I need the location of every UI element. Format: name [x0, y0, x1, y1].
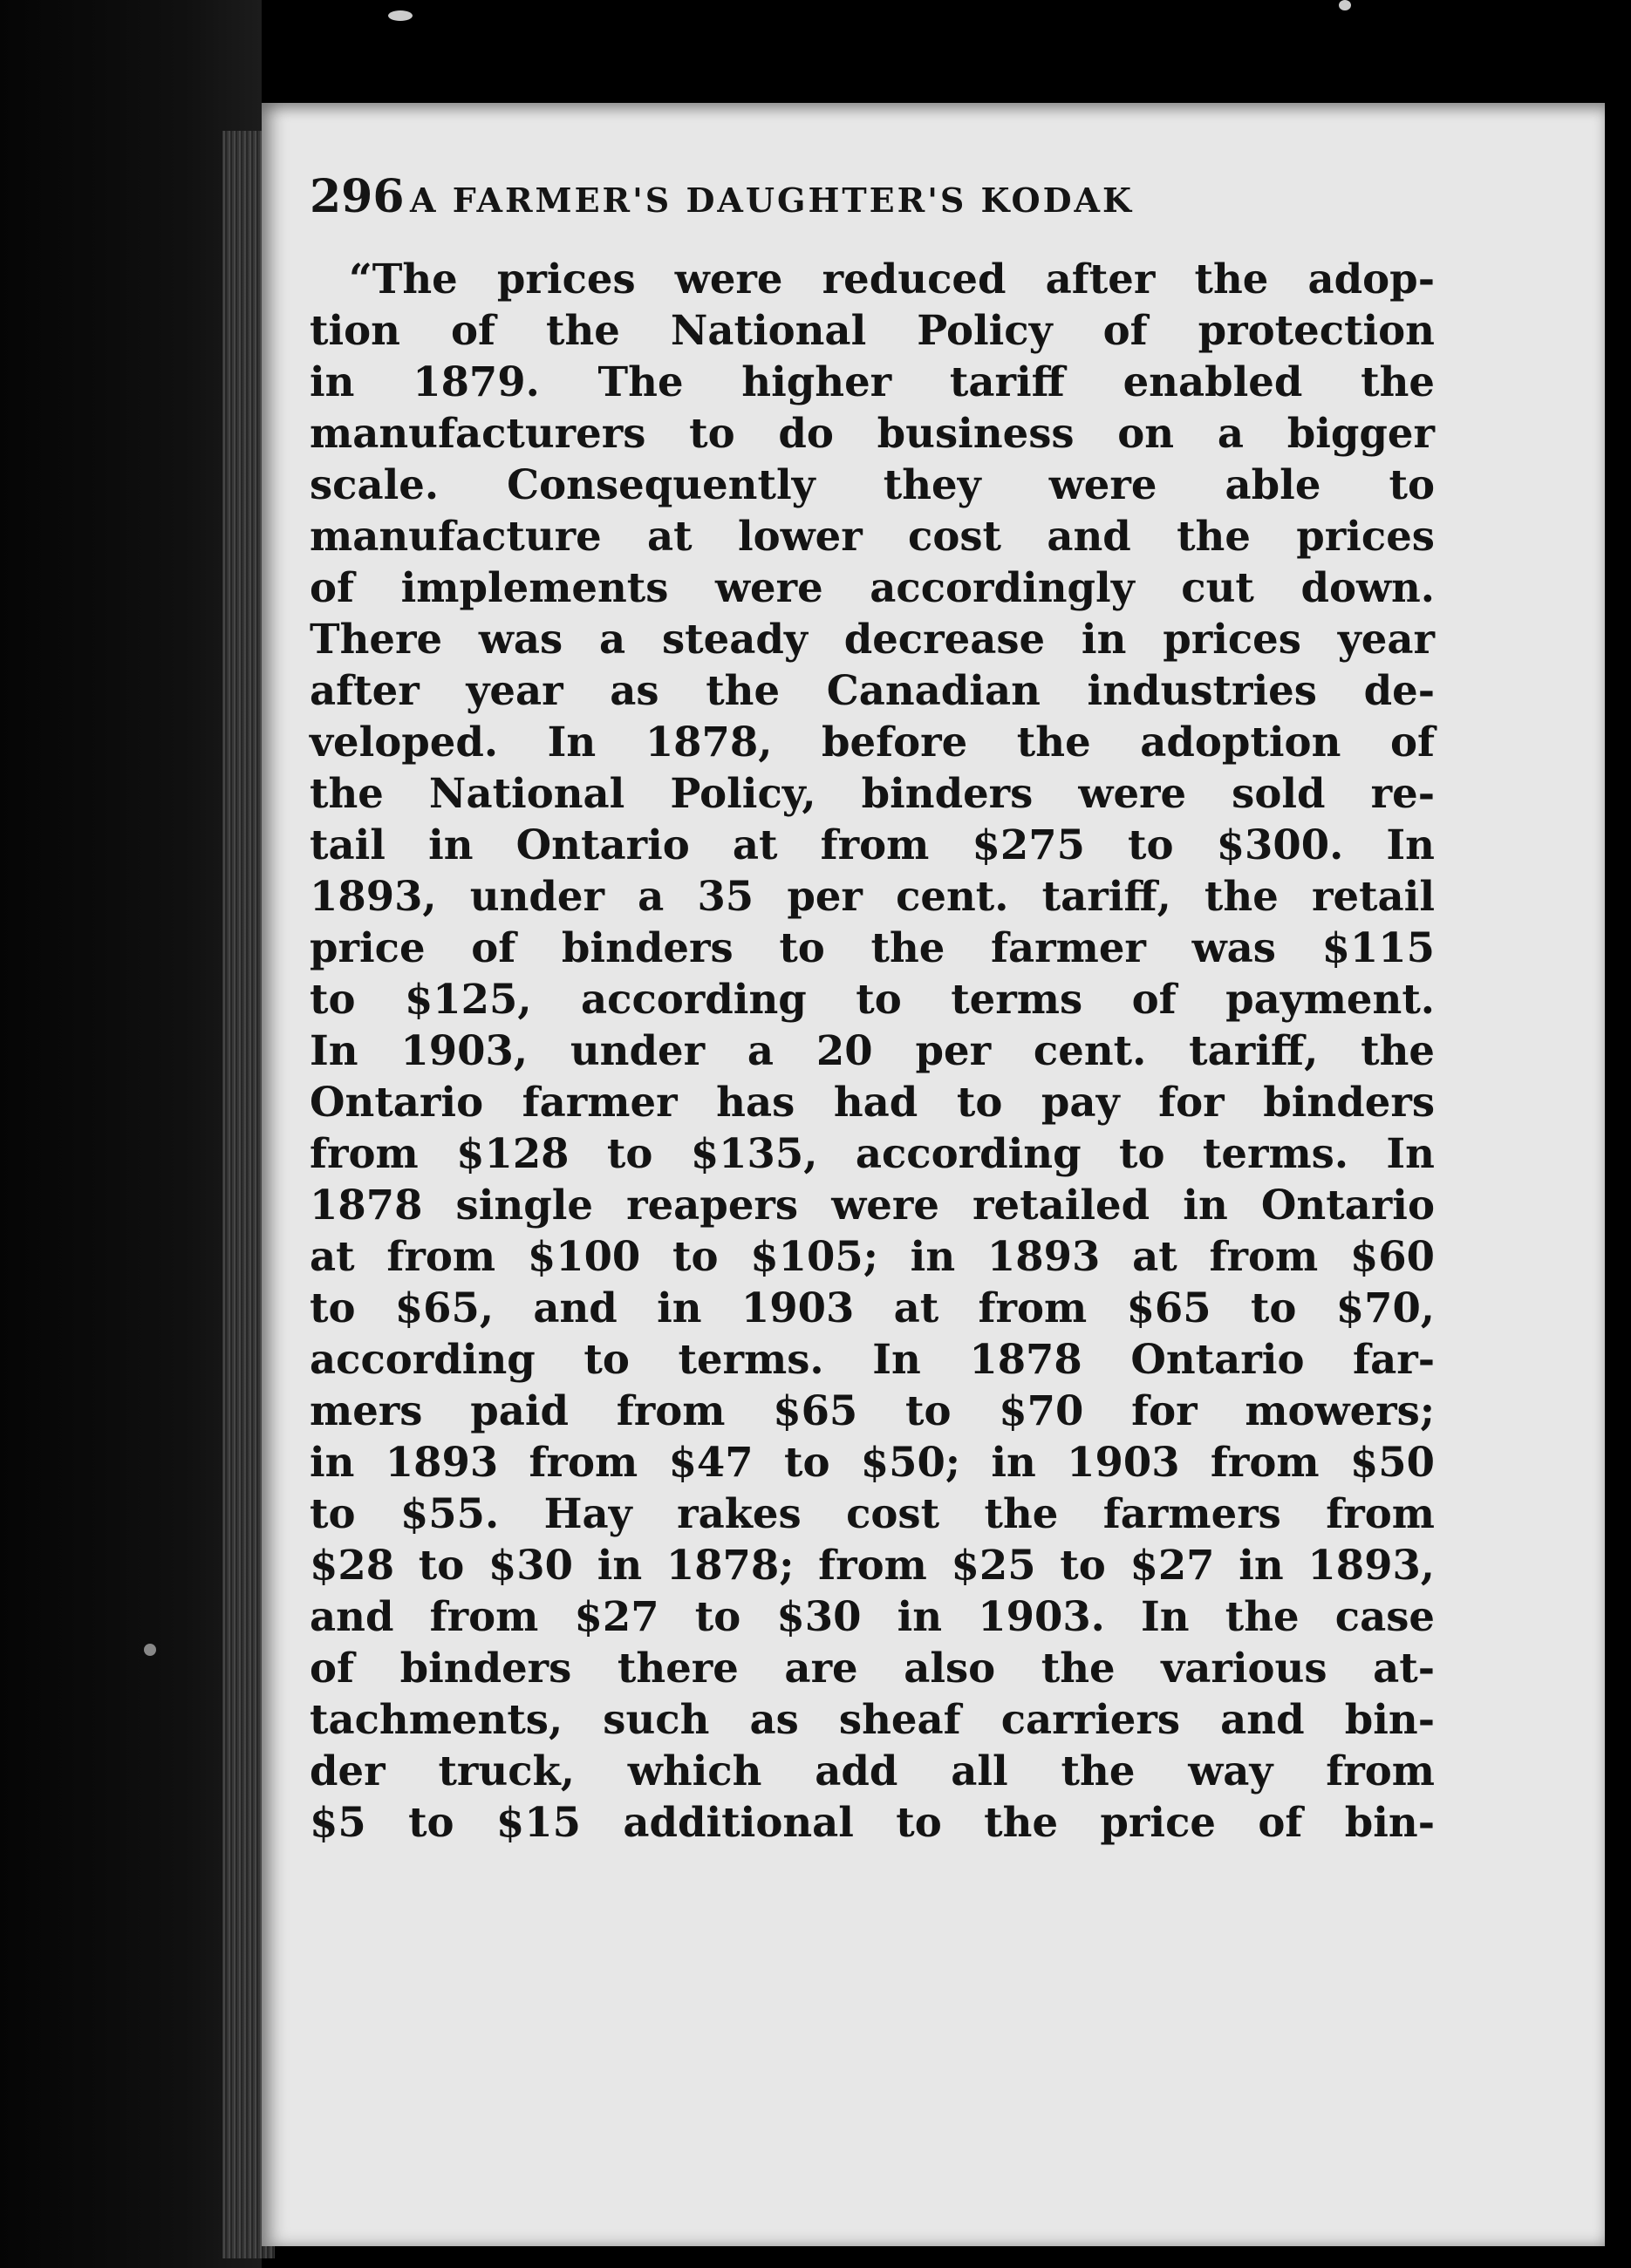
text-line: of binders there are also the various at-: [310, 1644, 1435, 1692]
text-line: veloped. In 1878, before the adoption of: [310, 718, 1435, 766]
text-line: manufacturers to do business on a bigger: [310, 409, 1435, 457]
text-line: There was a steady decrease in prices year: [310, 615, 1435, 663]
text-line: $5 to $15 additional to the price of bin-: [310, 1798, 1435, 1846]
text-line: to $65, and in 1903 at from $65 to $70,: [310, 1284, 1435, 1332]
scan-speck: [388, 10, 413, 21]
text-line: tail in Ontario at from $275 to $300. In: [310, 821, 1435, 868]
text-line: tion of the National Policy of protection: [310, 306, 1435, 354]
text-line: and from $27 to $30 in 1903. In the case: [310, 1592, 1435, 1640]
scan-speck: [144, 1644, 156, 1656]
text-line: 1878 single reapers were retailed in Ontario: [310, 1181, 1435, 1229]
text-line: $28 to $30 in 1878; from $25 to $27 in 1893,: [310, 1541, 1435, 1589]
text-line: In 1903, under a 20 per cent. tariff, the: [310, 1026, 1435, 1074]
text-line: at from $100 to $105; in 1893 at from $60: [310, 1232, 1435, 1280]
text-line: the National Policy, binders were sold re-: [310, 769, 1435, 817]
page-number: 296: [310, 170, 405, 223]
text-line: manufacture at lower cost and the prices: [310, 512, 1435, 560]
running-title: A FARMER'S DAUGHTER'S KODAK: [410, 180, 1135, 220]
page-header: [310, 170, 1269, 240]
text-line: mers paid from $65 to $70 for mowers;: [310, 1386, 1435, 1434]
text-line: tachments, such as sheaf carriers and bin-: [310, 1695, 1435, 1743]
text-line: after year as the Canadian industries de-: [310, 666, 1435, 714]
text-line: scale. Consequently they were able to: [310, 460, 1435, 508]
body-text: [310, 253, 1435, 1848]
text-line: in 1893 from $47 to $50; in 1903 from $50: [310, 1438, 1435, 1486]
text-line: price of binders to the farmer was $115: [310, 923, 1435, 971]
text-line: 1893, under a 35 per cent. tariff, the retail: [310, 872, 1435, 920]
text-line: to $55. Hay rakes cost the farmers from: [310, 1489, 1435, 1537]
text-line: “The prices were reduced after the adop-: [349, 255, 1435, 303]
text-line: to $125, according to terms of payment.: [310, 975, 1435, 1023]
text-line: of implements were accordingly cut down.: [310, 563, 1435, 611]
text-line: according to terms. In 1878 Ontario far-: [310, 1335, 1435, 1383]
text-line: in 1879. The higher tariff enabled the: [310, 358, 1435, 405]
scan-speck: [1339, 0, 1351, 10]
text-line: der truck, which add all the way from: [310, 1747, 1435, 1795]
text-line: from $128 to $135, according to terms. In: [310, 1129, 1435, 1177]
text-line: Ontario farmer has had to pay for binders: [310, 1078, 1435, 1126]
